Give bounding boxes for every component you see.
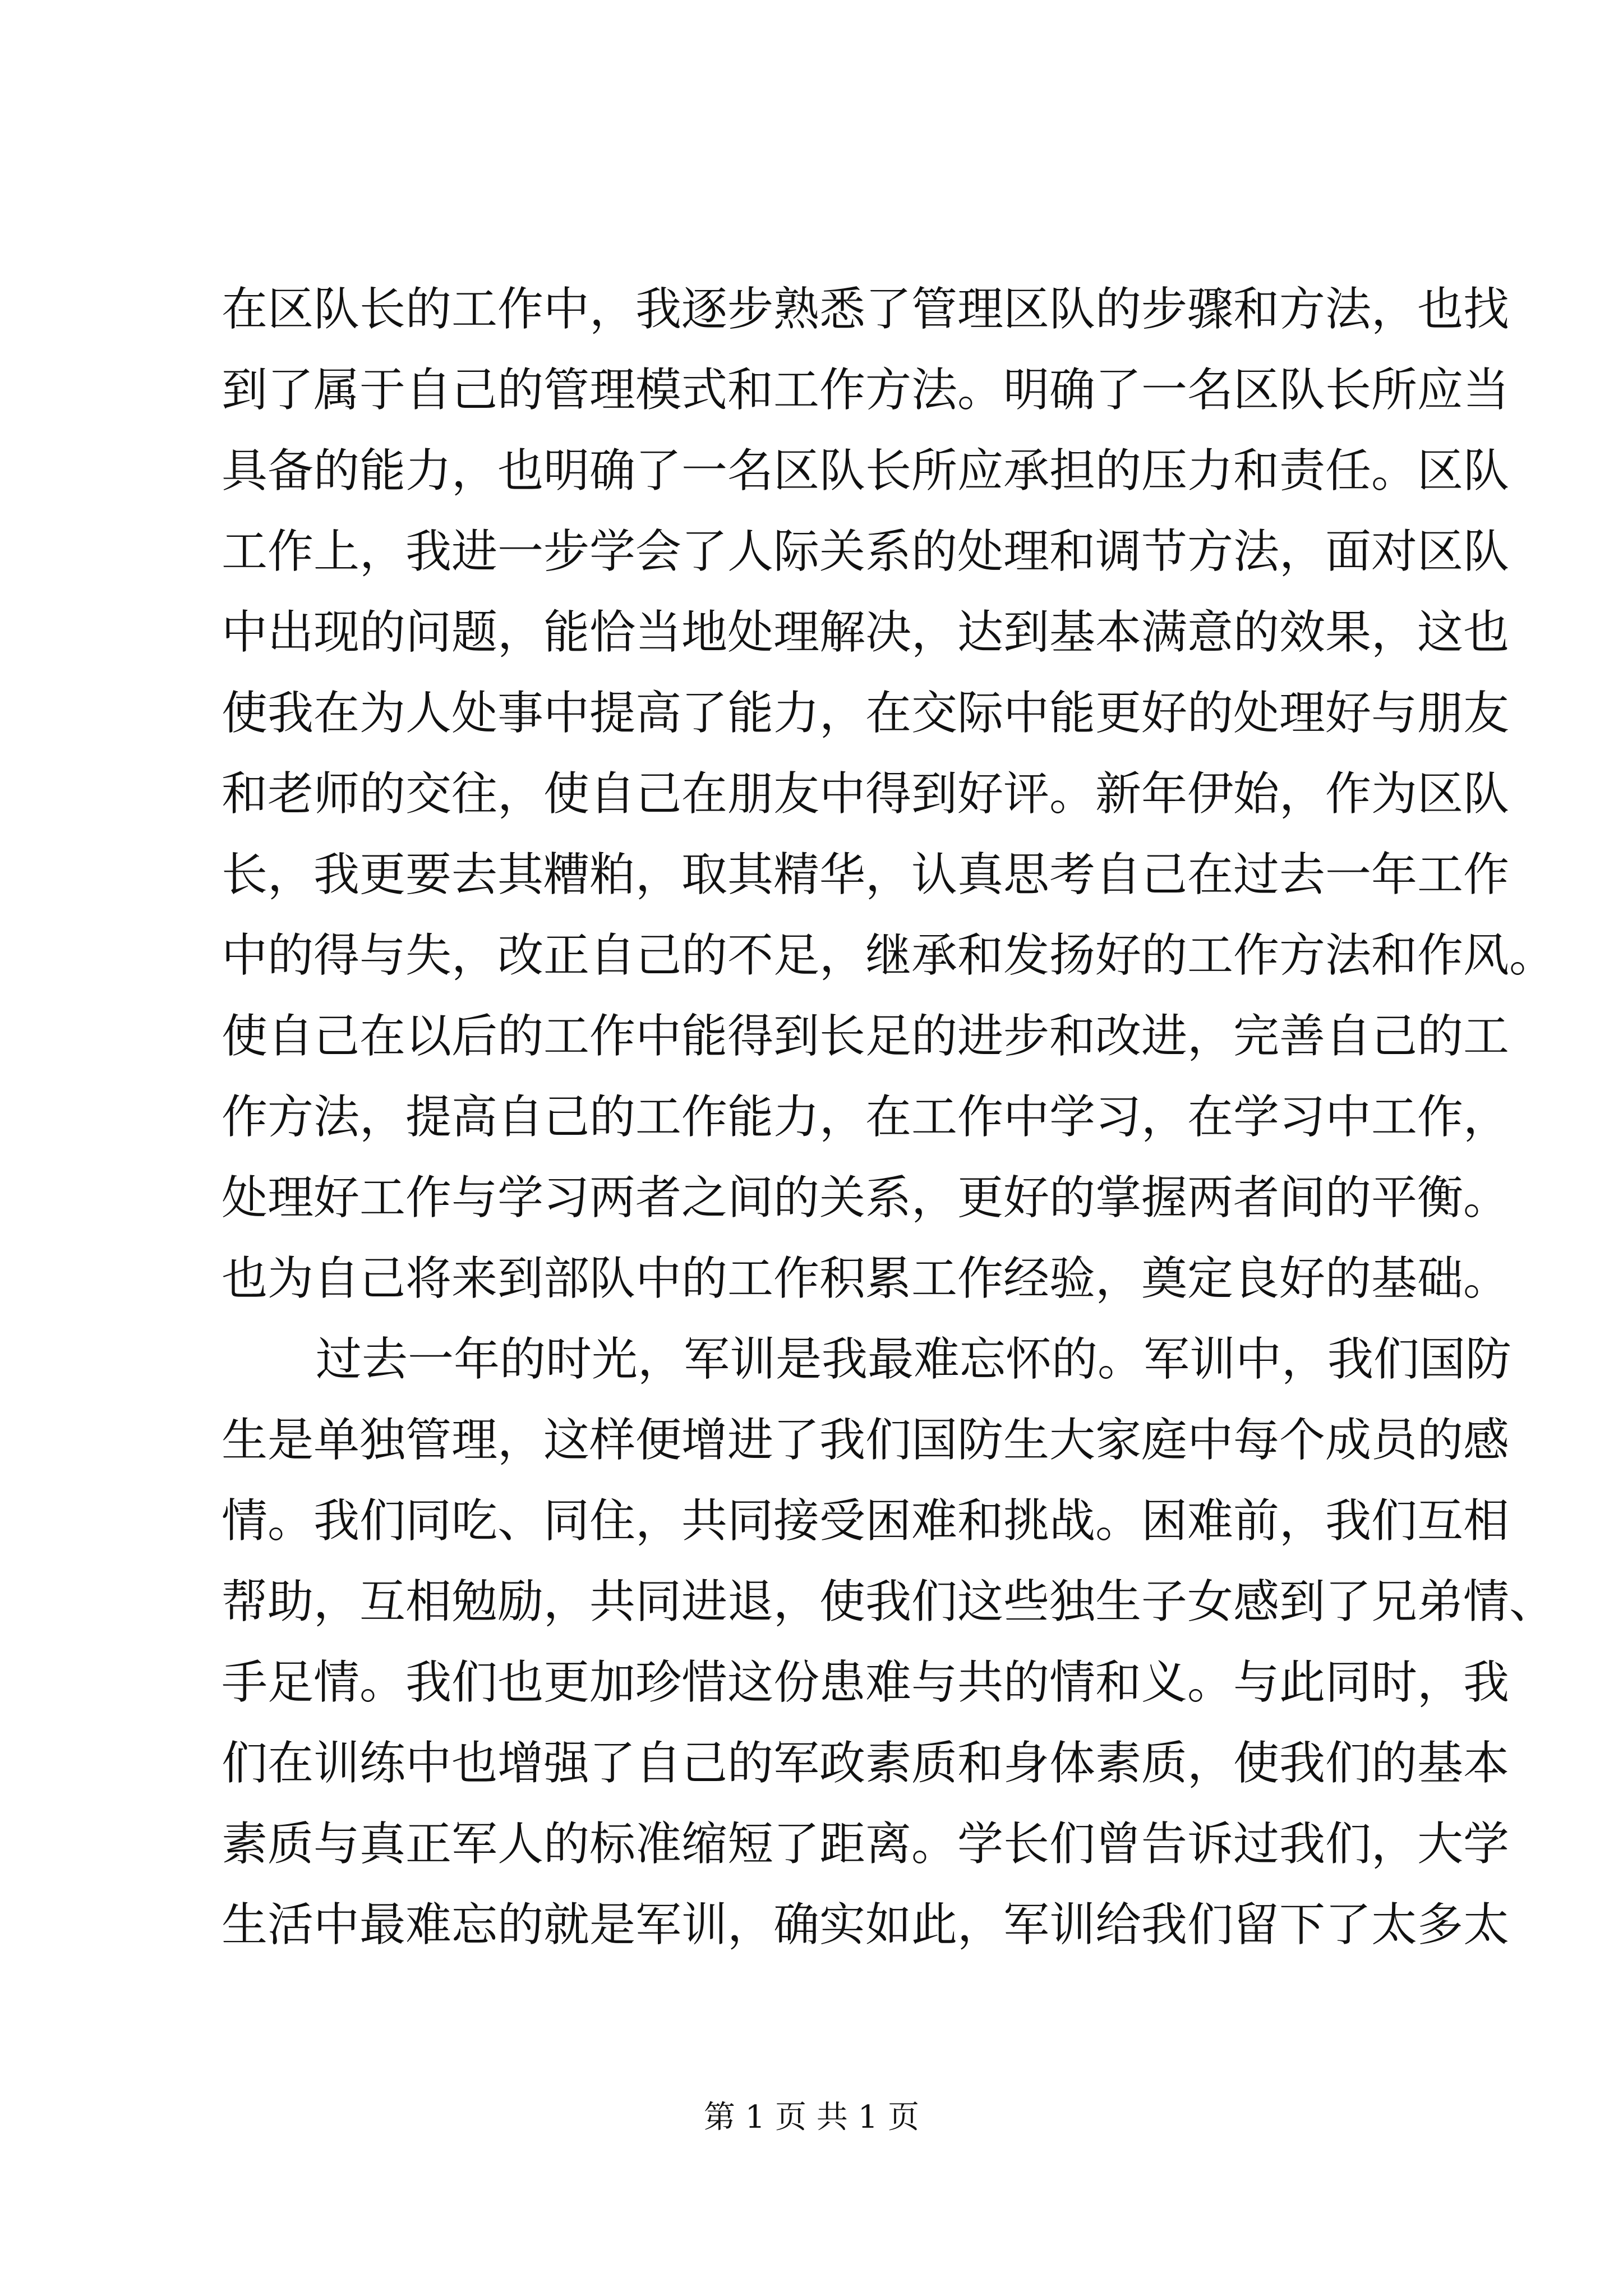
text-line: 工作上，我进一步学会了人际关系的处理和调节方法，面对区队 (222, 525, 1510, 578)
text-line: 长，我更要去其糟粕，取其精华，认真思考自己在过去一年工作 (222, 848, 1510, 901)
text-line: 们在训练中也增强了自己的军政素质和身体素质，使我们的基本 (222, 1737, 1510, 1790)
text-line: 具备的能力，也明确了一名区队长所应承担的压力和责任。区队 (222, 444, 1510, 498)
text-line: 情。我们同吃、同住，共同接受困难和挑战。困难前，我们互相 (222, 1494, 1510, 1548)
text-line: 使自己在以后的工作中能得到长足的进步和改进，完善自己的工 (222, 1010, 1510, 1063)
text-line: 和老师的交往，使自己在朋友中得到好评。新年伊始，作为区队 (222, 767, 1510, 821)
text-line: 生是单独管理，这样便增进了我们国防生大家庭中每个成员的感 (222, 1414, 1510, 1467)
text-line: 使我在为人处事中提高了能力，在交际中能更好的处理好与朋友 (222, 687, 1510, 740)
text-line: 作方法，提高自己的工作能力，在工作中学习，在学习中工作， (222, 1091, 1510, 1144)
text-line: 帮助，互相勉励，共同进退，使我们这些独生子女感到了兄弟情、 (222, 1575, 1556, 1628)
text-line: 中的得与失，改正自己的不足，继承和发扬好的工作方法和作风。 (222, 929, 1556, 982)
text-line: 到了属于自己的管理模式和工作方法。明确了一名区队长所应当 (222, 364, 1510, 417)
text-line: 中出现的问题，能恰当地处理解决，达到基本满意的效果，这也 (222, 606, 1510, 659)
text-line: 手足情。我们也更加珍惜这份患难与共的情和义。与此同时，我 (222, 1656, 1510, 1709)
text-line: 处理好工作与学习两者之间的关系，更好的掌握两者间的平衡。 (222, 1171, 1510, 1225)
body-text (222, 269, 1556, 1966)
text-line: 也为自己将来到部队中的工作积累工作经验，奠定良好的基础。 (222, 1252, 1510, 1305)
text-line: 素质与真正军人的标准缩短了距离。学长们曾告诉过我们，大学 (222, 1818, 1510, 1871)
paragraph-first-line: 过去一年的时光，军训是我最难忘怀的。军训中，我们国防 (316, 1333, 1512, 1386)
page-number-footer: 第 1 页 共 1 页 (703, 2099, 920, 2136)
text-line: 在区队长的工作中，我逐步熟悉了管理区队的步骤和方法，也找 (222, 283, 1510, 336)
text-line: 生活中最难忘的就是军训，确实如此，军训给我们留下了太多太 (222, 1898, 1510, 1952)
